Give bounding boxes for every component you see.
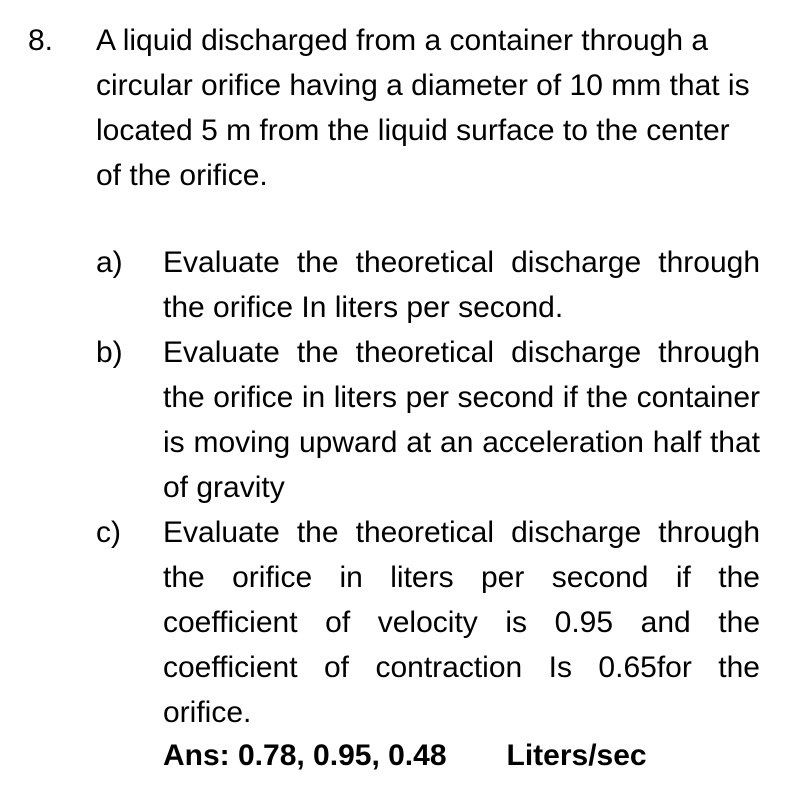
answer-unit: Liters/sec bbox=[506, 739, 647, 772]
part-c-label: c) bbox=[96, 516, 121, 549]
part-a-label: a) bbox=[96, 246, 123, 279]
sub-questions bbox=[96, 240, 760, 735]
part-c-text: Evaluate the theoretical discharge through the orifice in liters per second if the coefficient of velocity is 0.95 and the coefficient of contraction Is 0.65for the orifice. bbox=[163, 516, 760, 729]
part-a-text: Evaluate the theoretical discharge through the orifice In liters per second. bbox=[163, 246, 760, 324]
part-a bbox=[96, 240, 760, 330]
answer-values: Ans: 0.78, 0.95, 0.48 bbox=[163, 739, 447, 772]
question-text: A liquid discharged from a container through a circular orifice having a diameter of 10 mm that is located 5 m from the liquid surface to the center of the orifice. bbox=[96, 24, 750, 192]
question-number: 8. bbox=[28, 24, 54, 57]
answer-line bbox=[163, 733, 647, 778]
part-b bbox=[96, 330, 760, 510]
part-b-text: Evaluate the theoretical discharge through the orifice in liters per second if the container is moving upward at an acceleration half that of gravity bbox=[163, 336, 760, 504]
part-c bbox=[96, 510, 760, 735]
part-b-label: b) bbox=[96, 336, 123, 369]
